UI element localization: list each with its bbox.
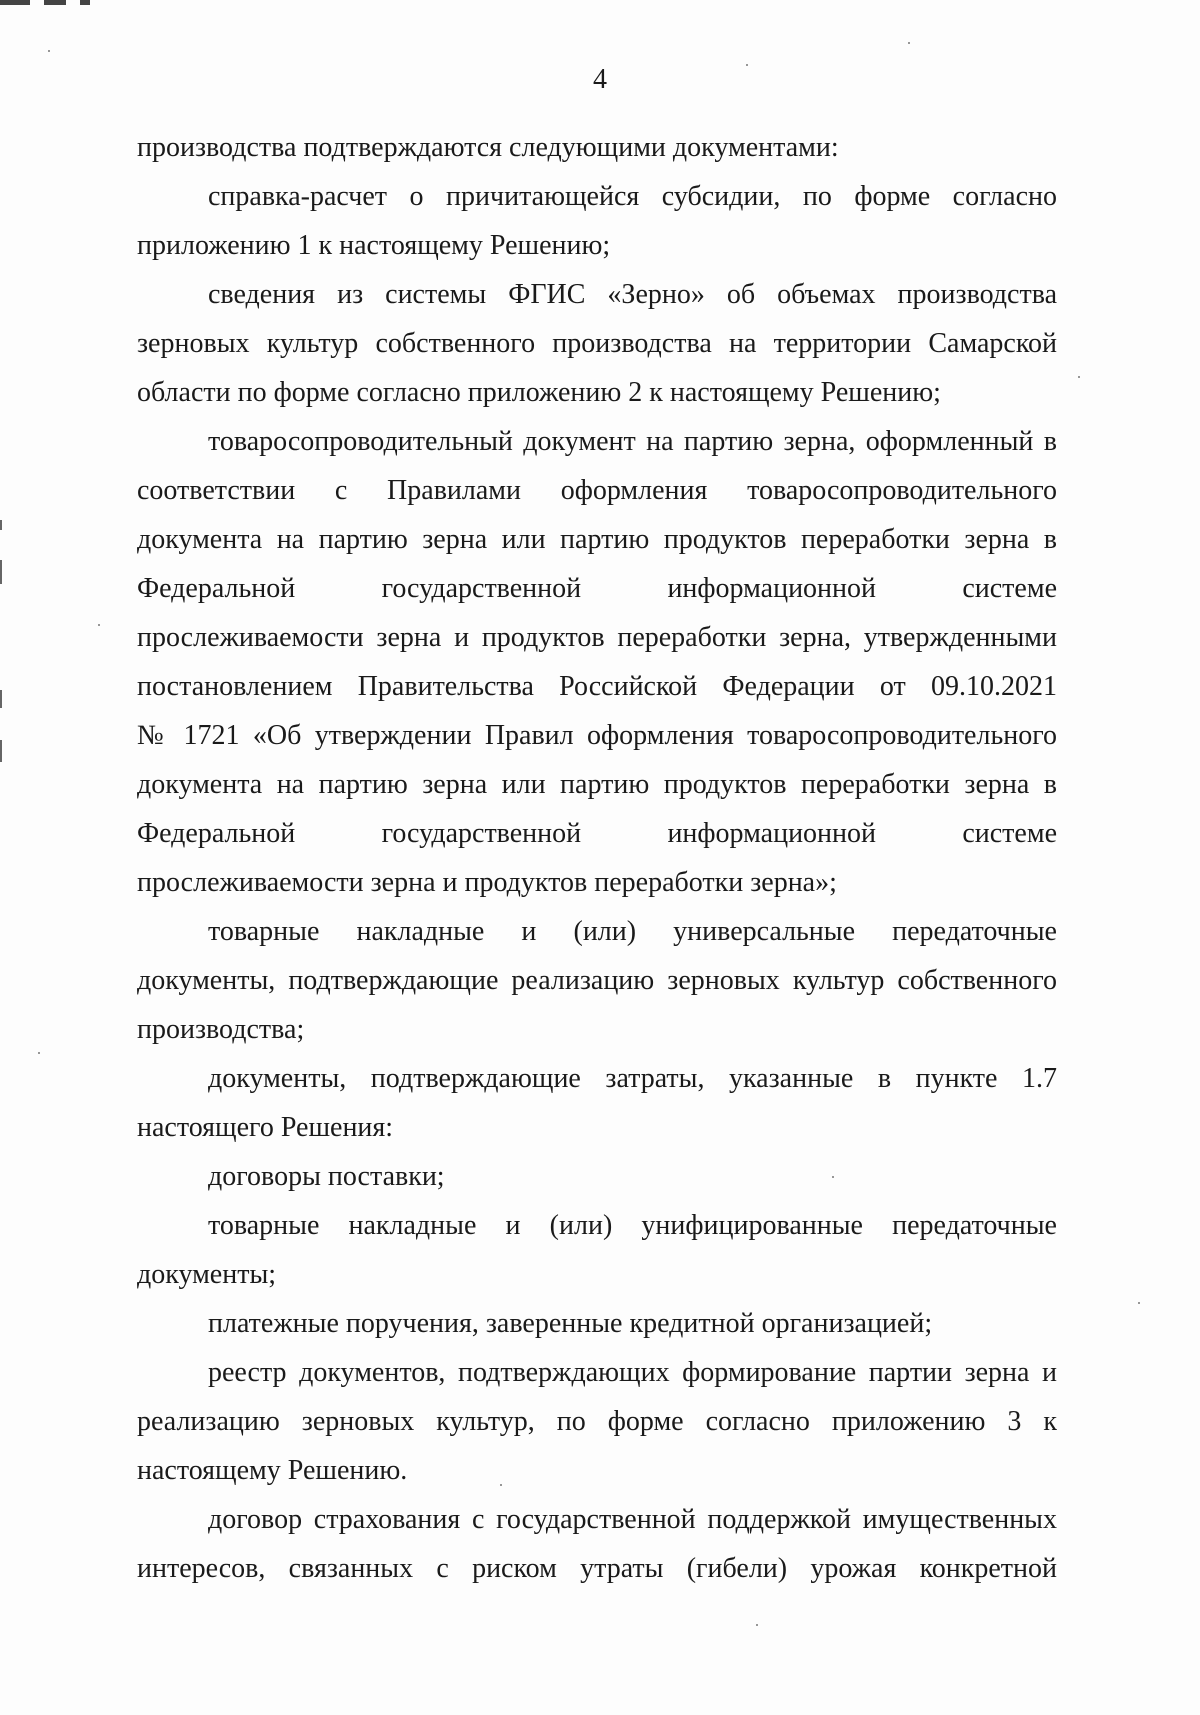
text-line: настоящего Решения:	[137, 1112, 394, 1143]
scan-speck	[908, 42, 910, 44]
text-line: Федеральной государственной информационной системе	[137, 818, 1057, 849]
text-line: документы, подтверждающие затраты, указанные в пункте 1.7	[208, 1063, 1057, 1094]
text-line: приложению 1 к настоящему Решению;	[137, 230, 611, 261]
scan-speck	[38, 1052, 40, 1054]
text-line: документы, подтверждающие реализацию зерновых культур собственного	[137, 965, 1057, 996]
text-line: постановлением Правительства Российской Федерации от 09.10.2021	[137, 671, 1057, 702]
scan-speck	[1138, 1302, 1140, 1304]
text-line: прослеживаемости зерна и продуктов переработки зерна»;	[137, 867, 837, 898]
text-line: соответствии с Правилами оформления товаросопроводительного	[137, 475, 1057, 506]
text-line: документа на партию зерна или партию продуктов переработки зерна в	[137, 769, 1057, 800]
text-line: товарные накладные и (или) универсальные передаточные	[208, 916, 1057, 947]
text-line: документы;	[137, 1259, 277, 1290]
text-line: производства;	[137, 1014, 305, 1045]
text-line: договоры поставки;	[208, 1161, 445, 1192]
text-line: договор страхования с государственной поддержкой имущественных	[208, 1504, 1057, 1535]
scan-edge-marks	[0, 0, 90, 6]
text-line: документа на партию зерна или партию продуктов переработки зерна в	[137, 524, 1057, 555]
scan-speck	[48, 50, 50, 52]
text-line: зерновых культур собственного производства на территории Самарской	[137, 328, 1057, 359]
text-line: № 1721 «Об утверждении Правил оформления товаросопроводительного	[137, 720, 1057, 751]
text-line: настоящему Решению.	[137, 1455, 408, 1486]
text-line: прослеживаемости зерна и продуктов переработки зерна, утвержденными	[137, 622, 1057, 653]
scan-speck	[98, 624, 100, 626]
text-line: производства подтверждаются следующими документами:	[137, 132, 839, 163]
scan-edge-mark	[0, 520, 2, 530]
text-line: Федеральной государственной информационной системе	[137, 573, 1057, 604]
text-line: сведения из системы ФГИС «Зерно» об объемах производства	[208, 279, 1057, 310]
text-line: товарные накладные и (или) унифицированные передаточные	[208, 1210, 1057, 1241]
text-line: интересов, связанных с риском утраты (гибели) урожая конкретной	[137, 1553, 1057, 1584]
text-line: реестр документов, подтверждающих формирование партии зерна и	[208, 1357, 1057, 1388]
text-line: платежные поручения, заверенные кредитной организацией;	[208, 1308, 933, 1339]
page-number: 4	[593, 64, 607, 95]
scan-speck	[756, 1624, 758, 1626]
scan-edge-mark	[0, 560, 2, 584]
scan-edge-mark	[0, 690, 2, 708]
scan-edge-mark	[0, 740, 2, 762]
text-line: товаросопроводительный документ на партию зерна, оформленный в	[208, 426, 1057, 457]
scan-speck	[1078, 376, 1080, 378]
text-line: справка-расчет о причитающейся субсидии, по форме согласно	[208, 181, 1057, 212]
text-line: реализацию зерновых культур, по форме согласно приложению 3 к	[137, 1406, 1057, 1437]
text-line: области по форме согласно приложению 2 к настоящему Решению;	[137, 377, 941, 408]
